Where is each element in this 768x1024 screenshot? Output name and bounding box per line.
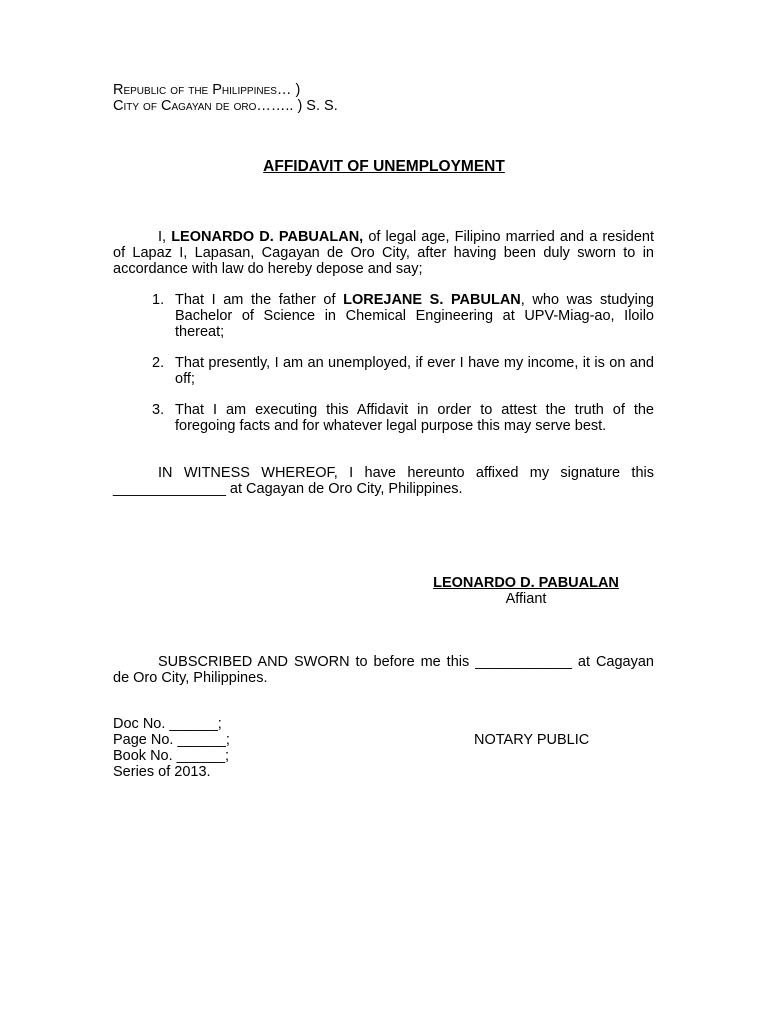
venue-city: City of Cagayan de oro…….. ) S. S.	[113, 98, 338, 114]
affiant-name-intro: LEONARDO D. PABUALAN,	[171, 229, 364, 245]
doc-no: Doc No. ______;	[113, 716, 222, 732]
item-1-before: That I am the father of	[175, 292, 344, 308]
item-number: 1.	[152, 292, 165, 308]
list-item	[113, 292, 654, 340]
document-title: AFFIDAVIT OF UNEMPLOYMENT	[263, 158, 505, 175]
page-no: Page No. ______;	[113, 732, 230, 748]
item-number: 3.	[152, 402, 165, 418]
series: Series of 2013.	[113, 764, 211, 780]
witness-paragraph: IN WITNESS WHEREOF, I have hereunto affixed my signature this ______________ at Cagayan de Oro City, Philippines.	[113, 465, 654, 497]
affiant-role: Affiant	[505, 591, 547, 607]
list-item	[113, 402, 654, 434]
signature-block	[429, 575, 623, 607]
subscribed-paragraph: SUBSCRIBED AND SWORN to before me this ____________ at Cagayan de Oro City, Philippines.	[113, 654, 654, 686]
notary-public-label: NOTARY PUBLIC	[474, 732, 590, 748]
item-1-after: , who was studying Bachelor of Science in Chemical Engineering at UPV-Miag-ao, Iloilo thereat;	[175, 292, 654, 340]
venue-block	[113, 82, 338, 114]
item-2-text: That presently, I am an unemployed, if ever I have my income, it is on and off;	[175, 355, 654, 387]
intro-rest: of legal age, Filipino married and a resident of Lapaz I, Lapasan, Cagayan de Oro City, after having been duly sworn to in accordance with law do hereby depose and say;	[113, 229, 655, 277]
intro-lead: I,	[158, 229, 172, 245]
child-name: LOREJANE S. PABULAN	[343, 292, 521, 308]
affiant-signature-name: LEONARDO D. PABUALAN	[433, 575, 619, 591]
notarial-refs	[113, 716, 230, 780]
venue-republic: Republic of the Philippines… )	[113, 82, 301, 98]
item-3-text: That I am executing this Affidavit in order to attest the truth of the foregoing facts and for whatever legal purpose this may serve best.	[175, 402, 654, 434]
item-number: 2.	[152, 355, 165, 371]
intro-paragraph	[113, 229, 654, 277]
list-item	[113, 355, 654, 387]
book-no: Book No. ______;	[113, 748, 230, 764]
statement-list	[113, 292, 654, 449]
